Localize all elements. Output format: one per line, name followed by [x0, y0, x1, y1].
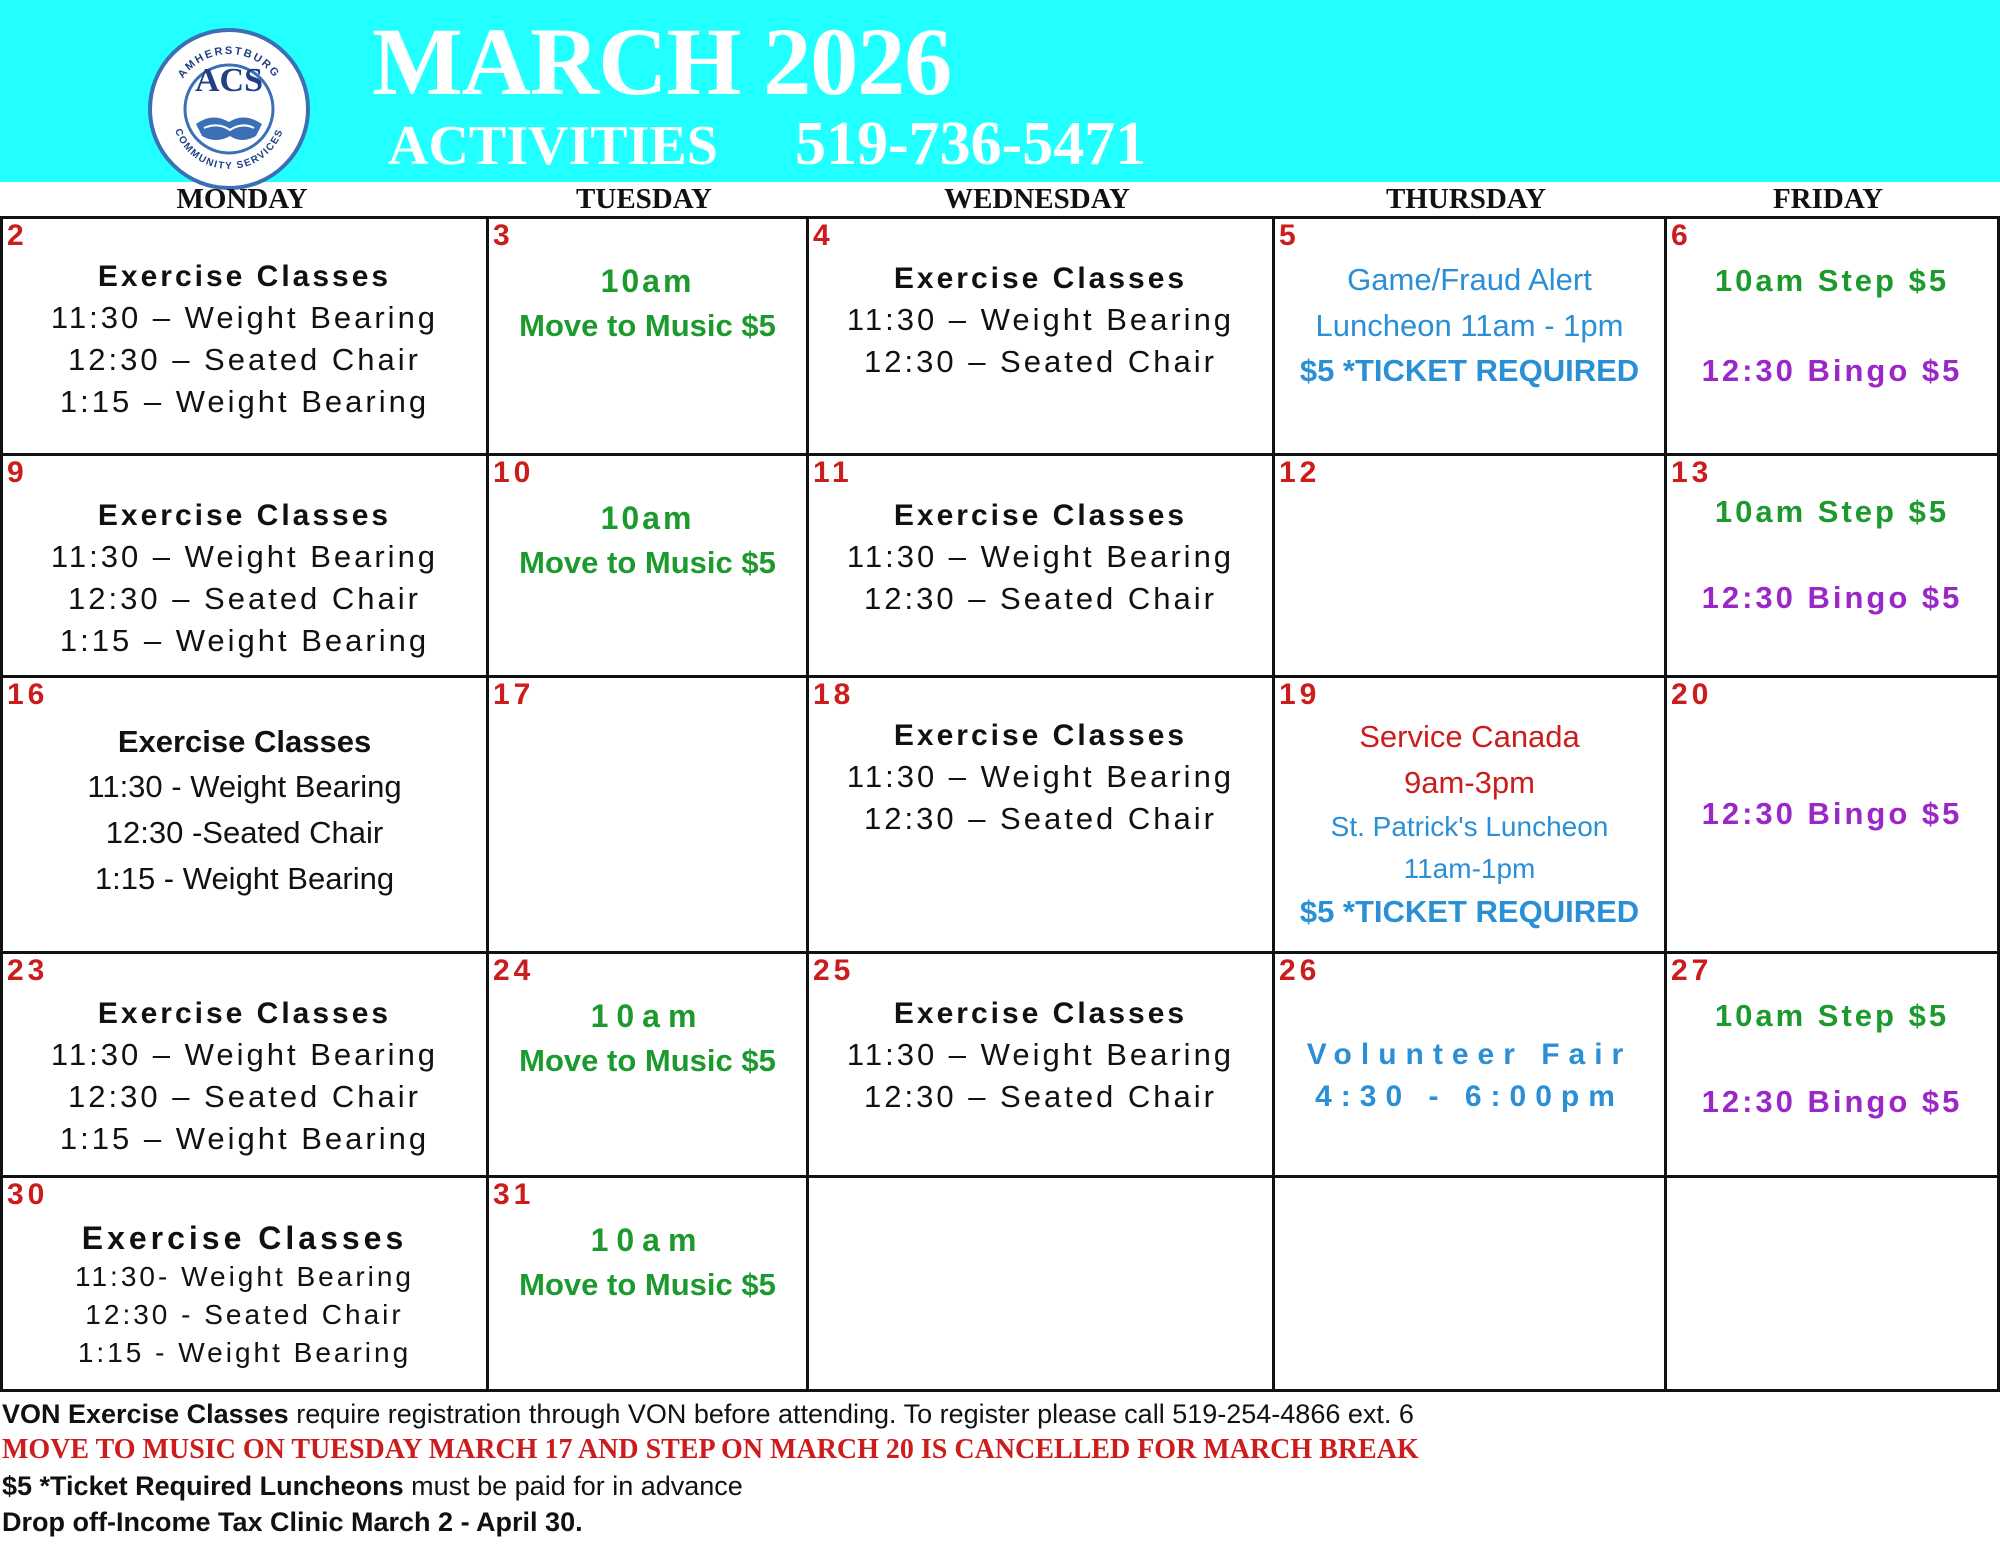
event-title: Exercise Classes: [97, 997, 392, 1030]
day-number: 9: [7, 456, 28, 489]
event-time: 9am-3pm: [1404, 765, 1535, 800]
day-number: 17: [493, 678, 535, 711]
event-title: Exercise Classes: [81, 1220, 408, 1256]
event-time: 10am: [600, 263, 695, 299]
svg-text:COMMUNITY SERVICES: COMMUNITY SERVICES: [172, 127, 286, 173]
calendar-day-27: [1667, 954, 1997, 1178]
event-title: Move to Music $5: [519, 545, 776, 580]
day-number: 11: [813, 456, 853, 489]
day-number: 16: [7, 678, 49, 711]
day-number: 5: [1279, 219, 1300, 252]
event-line: 11:30 – Weight Bearing: [846, 759, 1235, 794]
event-line: 1:15 – Weight Bearing: [59, 623, 430, 658]
weekday-wednesday: WEDNESDAY: [944, 183, 1130, 215]
calendar-day-17: [489, 678, 809, 954]
event-line: 1:15 - Weight Bearing: [94, 861, 395, 896]
bingo-event: 12:30 Bingo $5: [1701, 580, 1963, 615]
handshake-icon: [152, 32, 306, 186]
event-time: 4:30 - 6:00pm: [1315, 1080, 1624, 1113]
calendar-day-25: [809, 954, 1275, 1178]
weekday-header-row: [0, 182, 2000, 216]
day-number: 18: [813, 678, 855, 711]
calendar-day-26: [1275, 954, 1667, 1178]
calendar-day-18: [809, 678, 1275, 954]
phone-number: 519-736-5471: [795, 110, 1147, 178]
event-line: 11:30- Weight Bearing: [74, 1261, 415, 1292]
event-time: 10am: [600, 500, 695, 536]
bingo-event: 12:30 Bingo $5: [1701, 353, 1963, 388]
event-title: Exercise Classes: [893, 997, 1188, 1030]
calendar-day-11: [809, 456, 1275, 678]
event-line: 12:30 – Seated Chair: [864, 801, 1217, 836]
event-line: 12:30 – Seated Chair: [68, 581, 421, 616]
day-number: 30: [7, 1178, 49, 1211]
step-event: 10am Step $5: [1714, 998, 1950, 1033]
event-title: Move to Music $5: [519, 1043, 776, 1078]
step-event: 10am Step $5: [1714, 494, 1950, 529]
day-number: 3: [493, 219, 514, 252]
event-title: Move to Music $5: [519, 308, 776, 343]
bingo-event: 12:30 Bingo $5: [1701, 1084, 1963, 1119]
event-title: Exercise Classes: [893, 719, 1188, 752]
calendar-day-30: [3, 1178, 489, 1392]
step-event: 10am Step $5: [1714, 263, 1950, 298]
calendar-empty-cell: [809, 1178, 1275, 1392]
calendar-day-19: [1275, 678, 1667, 954]
event-title: Exercise Classes: [893, 262, 1188, 295]
event-title: Exercise Classes: [893, 499, 1188, 532]
footer-ticket-note: [2, 1468, 1992, 1504]
day-number: 26: [1279, 954, 1321, 987]
event-title: St. Patrick's Luncheon: [1330, 811, 1609, 842]
calendar-day-10: [489, 456, 809, 678]
ticket-required-note: $5 *TICKET REQUIRED: [1299, 894, 1640, 929]
logo-text: ACS: [194, 62, 264, 99]
weekday-friday: FRIDAY: [1772, 183, 1884, 215]
calendar-day-12: [1275, 456, 1667, 678]
ticket-required-note: $5 *TICKET REQUIRED: [1299, 353, 1640, 388]
event-line: 12:30 – Seated Chair: [68, 342, 421, 377]
header-banner: [0, 0, 2000, 182]
event-line: 11:30 – Weight Bearing: [50, 300, 439, 335]
event-title: Volunteer Fair: [1306, 1038, 1633, 1071]
svg-text:AMHERSTBURG: AMHERSTBURG: [175, 44, 283, 81]
event-line: 12:30 – Seated Chair: [864, 344, 1217, 379]
calendar-day-13: [1667, 456, 1997, 678]
event-title: Move to Music $5: [519, 1267, 776, 1302]
page-subtitle: ACTIVITIES: [388, 115, 718, 177]
calendar-day-2: [3, 219, 489, 456]
event-line: 12:30 -Seated Chair: [105, 815, 384, 850]
event-line: 1:15 – Weight Bearing: [59, 1121, 430, 1156]
event-title: Exercise Classes: [97, 260, 392, 293]
day-number: 6: [1671, 219, 1692, 252]
day-number: 4: [813, 219, 834, 252]
bingo-event: 12:30 Bingo $5: [1701, 796, 1963, 831]
footer-ticket-rest: must be paid for in advance: [403, 1471, 743, 1501]
calendar-day-23: [3, 954, 489, 1178]
page-title: MARCH 2026: [372, 8, 952, 115]
calendar-day-5: [1275, 219, 1667, 456]
footer-von-rest: require registration through VON before attending. To register please call 519-254-4866 ext. 6: [288, 1399, 1414, 1429]
event-line: 11:30 - Weight Bearing: [87, 769, 402, 804]
calendar-day-6: [1667, 219, 1997, 456]
event-line: 12:30 – Seated Chair: [864, 1079, 1217, 1114]
day-number: 25: [813, 954, 855, 987]
event-time: 11am-1pm: [1403, 853, 1536, 884]
event-title: Exercise Classes: [97, 499, 392, 532]
day-number: 27: [1671, 954, 1713, 987]
event-time: 10am: [590, 998, 705, 1034]
calendar-day-4: [809, 219, 1275, 456]
event-title: Exercise Classes: [117, 724, 372, 759]
event-title: Service Canada: [1359, 719, 1580, 754]
event-line: 12:30 – Seated Chair: [68, 1079, 421, 1114]
calendar-day-3: [489, 219, 809, 456]
event-line: 11:30 – Weight Bearing: [846, 539, 1235, 574]
event-title: Game/Fraud Alert: [1347, 262, 1592, 297]
calendar-day-16: [3, 678, 489, 954]
footer-von-note: [2, 1396, 1992, 1432]
event-line: 11:30 – Weight Bearing: [846, 1037, 1235, 1072]
calendar-empty-cell: [1275, 1178, 1667, 1392]
day-number: 12: [1279, 456, 1321, 489]
footer-tax-clinic-note: Drop off-Income Tax Clinic March 2 - April 30.: [2, 1507, 583, 1537]
event-time: 10am: [590, 1222, 705, 1258]
event-line: 12:30 – Seated Chair: [864, 581, 1217, 616]
event-line: 1:15 – Weight Bearing: [59, 384, 430, 419]
weekday-monday: MONDAY: [176, 183, 308, 215]
weekday-tuesday: TUESDAY: [576, 183, 712, 215]
footer-ticket-bold: $5 *Ticket Required Luncheons: [2, 1471, 404, 1501]
day-number: 23: [7, 954, 49, 987]
event-line: 1:15 - Weight Bearing: [77, 1337, 412, 1368]
calendar-day-31: [489, 1178, 809, 1392]
calendar-day-20: [1667, 678, 1997, 954]
footer-notes: [2, 1396, 1992, 1540]
footer-cancellation-note: MOVE TO MUSIC ON TUESDAY MARCH 17 AND STEP ON MARCH 20 IS CANCELLED FOR MARCH BREAK: [2, 1434, 1419, 1465]
calendar-grid: [0, 216, 2000, 1392]
event-time: Luncheon 11am - 1pm: [1315, 308, 1624, 343]
day-number: 13: [1671, 456, 1713, 489]
weekday-thursday: THURSDAY: [1385, 183, 1547, 215]
event-line: 11:30 – Weight Bearing: [50, 1037, 439, 1072]
day-number: 24: [493, 954, 535, 987]
footer-von-bold: VON Exercise Classes: [2, 1399, 289, 1429]
event-line: 12:30 - Seated Chair: [85, 1299, 404, 1330]
calendar-day-24: [489, 954, 809, 1178]
day-number: 19: [1279, 678, 1321, 711]
acs-logo: [148, 28, 310, 190]
calendar-empty-cell: [1667, 1178, 1997, 1392]
day-number: 20: [1671, 678, 1713, 711]
day-number: 2: [7, 219, 28, 252]
event-line: 11:30 – Weight Bearing: [846, 302, 1235, 337]
event-line: 11:30 – Weight Bearing: [50, 539, 439, 574]
calendar-day-9: [3, 456, 489, 678]
day-number: 31: [493, 1178, 535, 1211]
day-number: 10: [493, 456, 535, 489]
